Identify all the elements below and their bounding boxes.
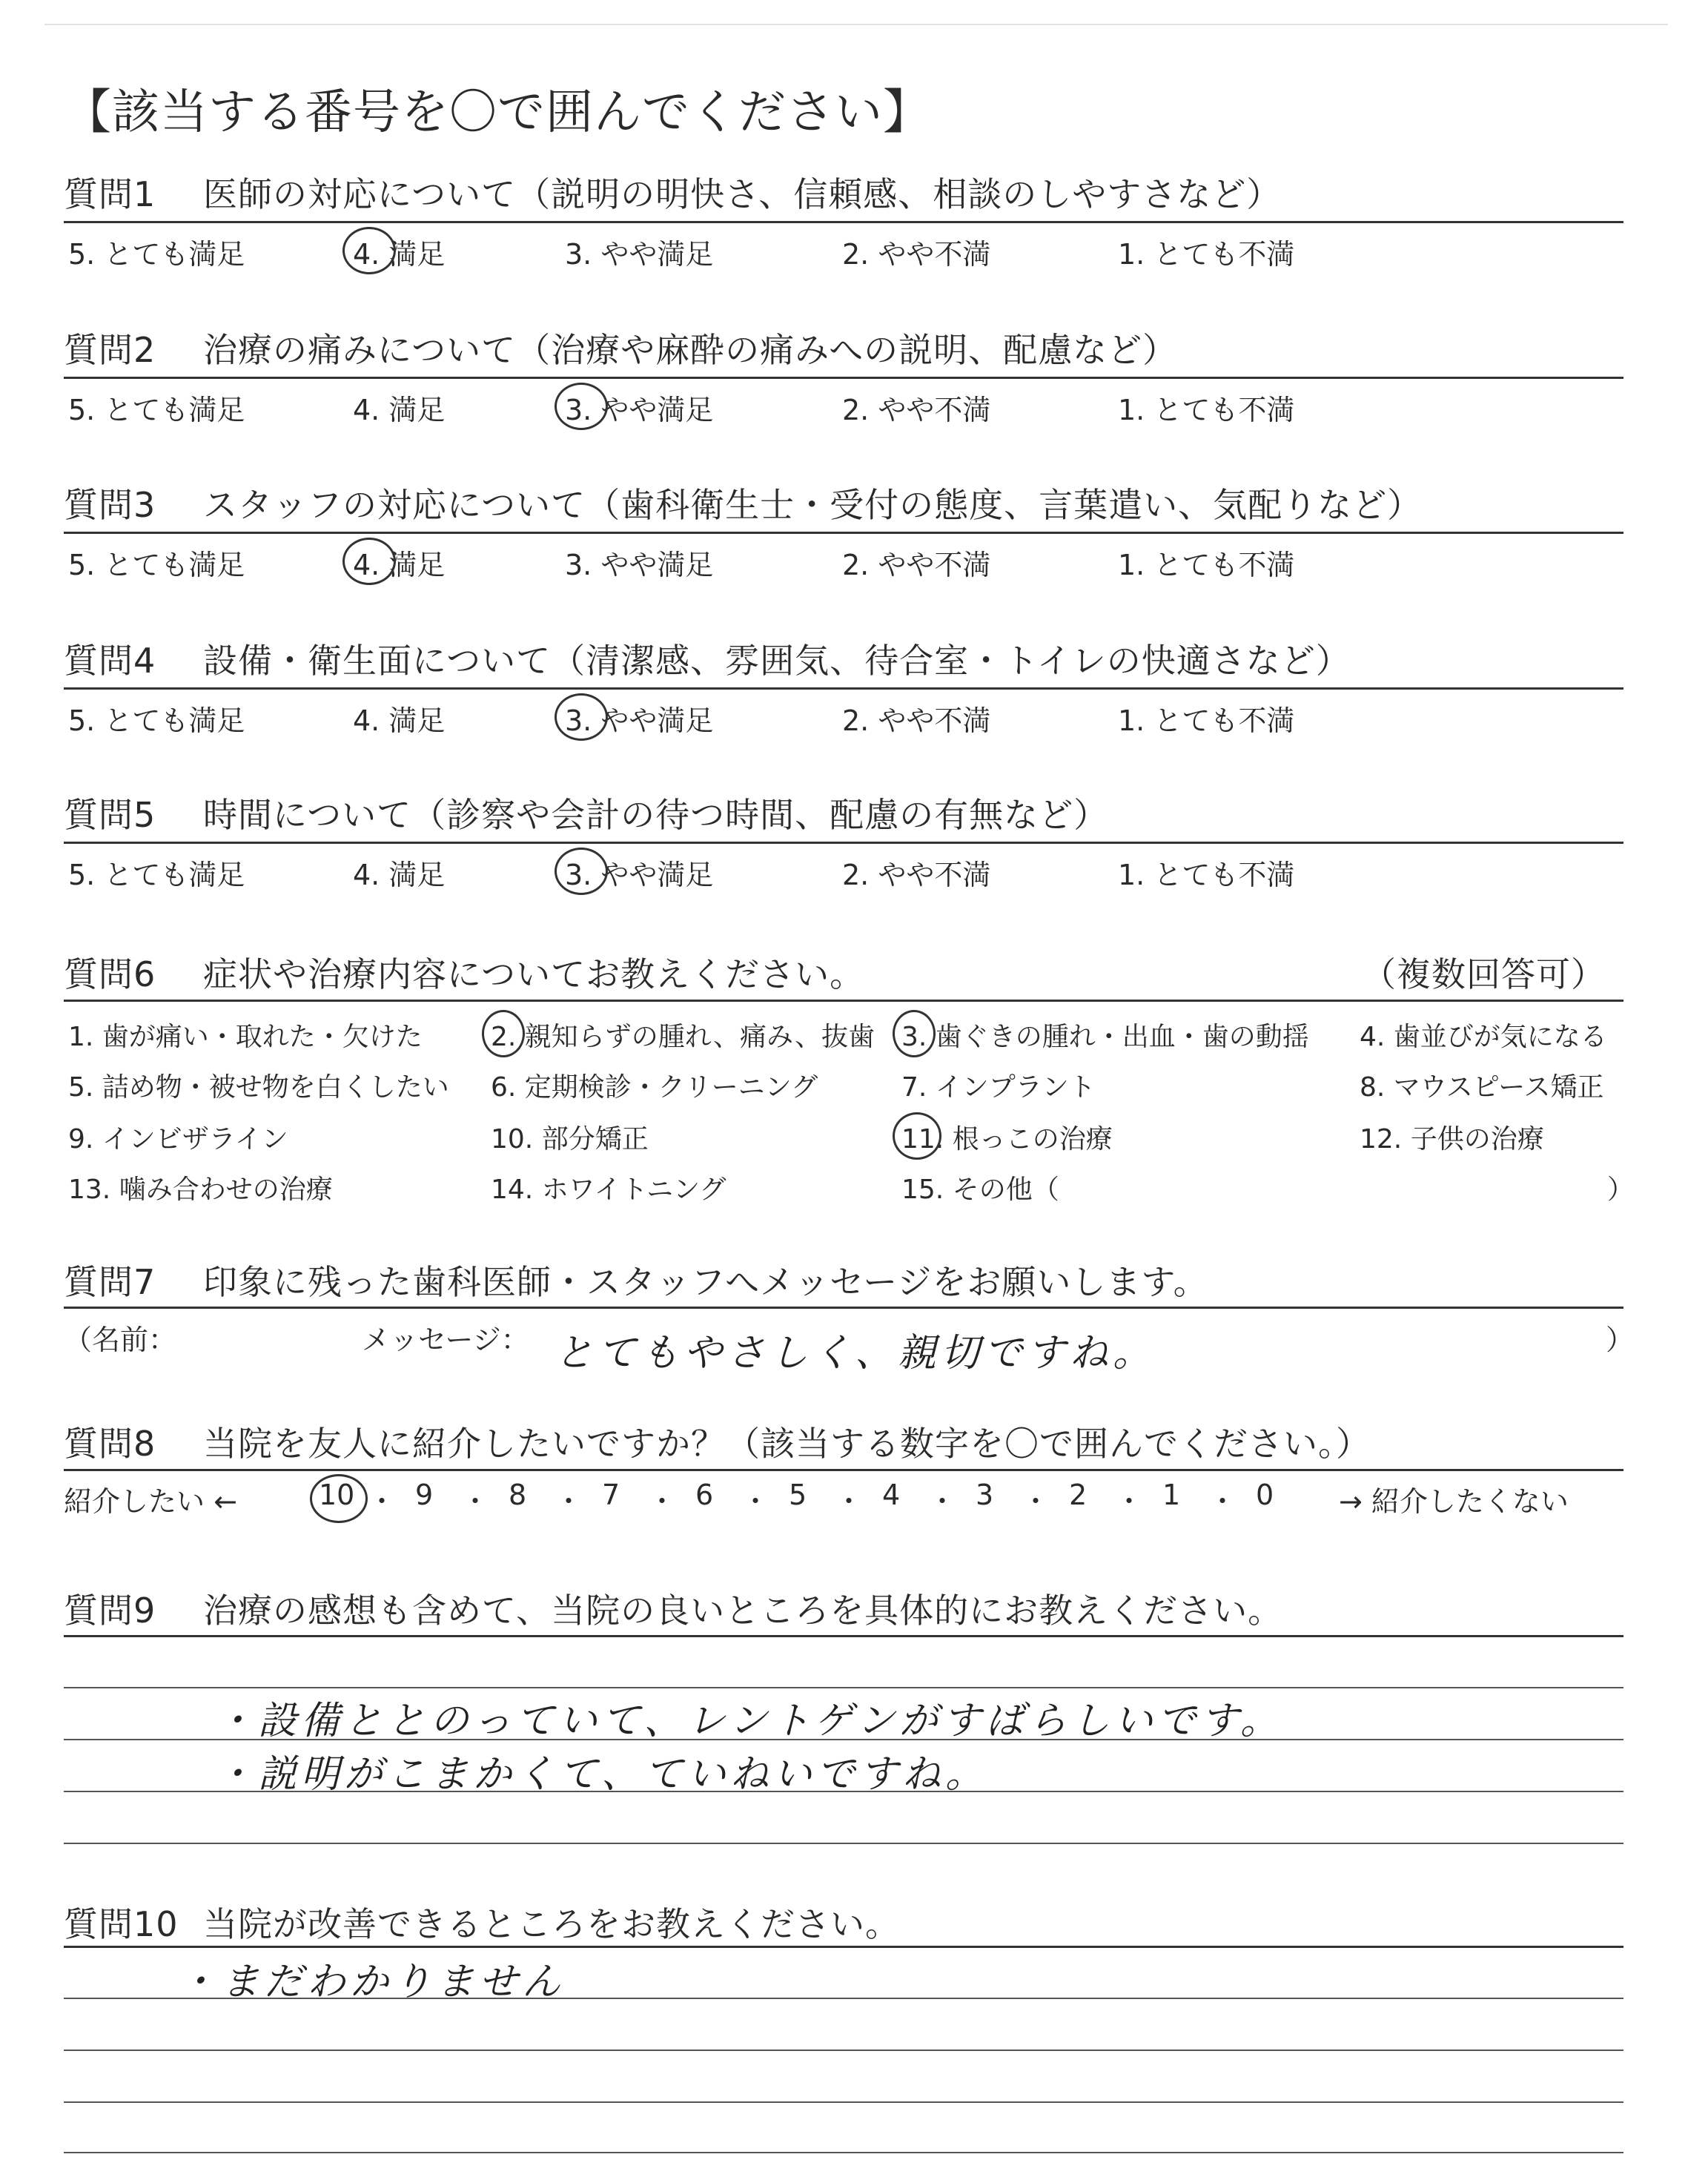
handwritten-message: とてもやさしく、親切ですね。 [555,1331,1156,1375]
symptom-option[interactable]: ） [1607,1175,1635,1205]
handwritten-answer: ・まだわかりません [178,1960,566,2004]
rating-option[interactable]: 4. 満足 [353,549,446,581]
rating-option[interactable]: 5. とても満足 [68,238,245,271]
name-field-label: （名前： [64,1324,177,1356]
question-label: 質問10 [64,1904,179,1944]
scale-separator: ・ [835,1485,864,1518]
question-text: 印象に残った歯科医師・スタッフへメッセージをお願いします。 [203,1262,1208,1302]
rating-option[interactable]: 1. とても不満 [1118,704,1295,737]
question-9-rule [64,1635,1623,1637]
question-text: 当院を友人に紹介したいですか？（該当する数字を〇で囲んでください。） [203,1424,1371,1464]
symptom-option[interactable]: 14. ホワイトニング [491,1175,726,1205]
question-text: 治療の痛みについて（治療や麻酔の痛みへの説明、配慮など） [203,330,1178,370]
question-text: 時間について（診察や会計の待つ時間、配慮の有無など） [203,795,1109,835]
question-label: 質問5 [64,795,156,835]
scale-number[interactable]: 5 [789,1479,807,1511]
symptom-option[interactable]: 3. 歯ぐきの腫れ・出血・歯の動揺 [901,1022,1309,1052]
scale-separator: ・ [368,1485,397,1518]
rating-option[interactable]: 3. やや満足 [565,394,714,426]
recommend-left-label: 紹介したい ← [64,1485,237,1518]
rating-option[interactable]: 4. 満足 [353,238,446,271]
question-1-rule [64,221,1623,223]
question-label: 質問2 [64,330,156,370]
question-label: 質問6 [64,954,156,994]
question-6-header [64,948,1606,997]
symptom-option[interactable]: 10. 部分矯正 [491,1124,649,1155]
scale-number[interactable]: 0 [1256,1479,1274,1511]
rating-option[interactable]: 1. とても不満 [1118,859,1295,891]
symptom-option[interactable]: 12. 子供の治療 [1360,1124,1544,1155]
question-4-header [64,634,1351,683]
rating-option[interactable]: 3. やや満足 [565,859,714,891]
rating-option[interactable]: 5. とても満足 [68,394,245,426]
question-text: 設備・衛生面について（清潔感、雰囲気、待合室・トイレの快適さなど） [203,641,1351,681]
symptom-option[interactable]: 1. 歯が痛い・取れた・欠けた [68,1022,423,1052]
question-label: 質問4 [64,641,156,681]
question-3-rule [64,532,1623,534]
scale-number[interactable]: 7 [602,1479,620,1511]
question-5-rule [64,842,1623,844]
question-label: 質問1 [64,174,156,214]
answer-line [64,2101,1623,2103]
selected-circle-mark [482,1010,525,1057]
question-text: スタッフの対応について（歯科衛生士・受付の態度、言葉遣い、気配りなど） [203,485,1423,525]
scale-separator: ・ [461,1485,490,1518]
rating-option[interactable]: 3. やや満足 [565,238,714,271]
scale-separator: ・ [648,1485,677,1518]
question-9-header [64,1584,1282,1633]
answer-line [64,2050,1623,2051]
scale-number[interactable]: 10 [319,1479,355,1511]
selected-circle-mark [555,693,608,741]
rating-option[interactable]: 2. やや不満 [842,549,991,581]
scale-separator: ・ [1022,1485,1050,1518]
scale-number[interactable]: 1 [1162,1479,1181,1511]
question-text: 医師の対応について（説明の明快さ、信頼感、相談のしやすさなど） [203,174,1282,214]
question-6-rule [64,1000,1623,1002]
selected-circle-mark [555,848,608,895]
question-2-header [64,323,1177,372]
rating-option[interactable]: 1. とても不満 [1118,238,1295,271]
rating-option[interactable]: 2. やや不満 [842,238,991,271]
rating-option[interactable]: 4. 満足 [353,859,446,891]
rating-option[interactable]: 2. やや不満 [842,859,991,891]
rating-option[interactable]: 3. やや満足 [565,549,714,581]
question-8-header [64,1417,1371,1466]
scale-separator: ・ [741,1485,770,1518]
symptom-option[interactable]: 15. その他（ [901,1175,1059,1205]
scale-separator: ・ [928,1485,957,1518]
answer-line [64,2152,1623,2153]
question-7-header [64,1255,1208,1304]
question-8-rule [64,1469,1623,1471]
symptom-option[interactable]: 5. 詰め物・被せ物を白くしたい [68,1072,449,1103]
scale-number[interactable]: 3 [976,1479,994,1511]
scale-number[interactable]: 4 [882,1479,901,1511]
question-text: 症状や治療内容についてお教えください。 [203,954,865,994]
question-text: 治療の感想も含めて、当院の良いところを具体的にお教えください。 [203,1591,1283,1631]
message-field-label: メッセージ： [362,1324,529,1356]
selected-circle-mark [555,383,608,430]
recommend-right-label: → 紹介したくない [1339,1485,1569,1518]
symptom-option[interactable]: 11. 根っこの治療 [901,1124,1113,1155]
question-3-header [64,478,1422,527]
symptom-option[interactable]: 8. マウスピース矯正 [1360,1072,1604,1103]
question-label: 質問3 [64,485,156,525]
top-border [44,24,1668,25]
rating-option[interactable]: 5. とても満足 [68,549,245,581]
scale-number[interactable]: 2 [1069,1479,1088,1511]
question-7-rule [64,1307,1623,1309]
answer-line [64,1843,1623,1844]
scale-separator: ・ [1208,1485,1237,1518]
rating-option[interactable]: 4. 満足 [353,704,446,737]
symptom-option[interactable]: 6. 定期検診・クリーニング [491,1072,818,1103]
symptom-option[interactable]: 2. 親知らずの腫れ、痛み、抜歯 [491,1022,875,1052]
selected-circle-mark [893,1010,936,1057]
question-label: 質問9 [64,1591,156,1631]
question-label: 質問8 [64,1424,156,1464]
question-text: 当院が改善できるところをお教えください。 [203,1904,900,1944]
symptom-option[interactable]: 4. 歯並びが気になる [1360,1022,1607,1052]
rating-option[interactable]: 2. やや不満 [842,704,991,737]
scale-number[interactable]: 6 [695,1479,714,1511]
selected-circle-mark [342,227,396,274]
selected-circle-mark [893,1112,941,1160]
symptom-option[interactable]: 7. インプラント [901,1072,1096,1103]
multiple-answer-note: （複数回答可） [1362,954,1606,994]
rating-option[interactable]: 2. やや不満 [842,394,991,426]
scale-number[interactable]: 9 [415,1479,434,1511]
handwritten-answer: ・設備ととのっていて、レントゲンがすばらしいです。 [215,1699,1283,1743]
scale-separator: ・ [1115,1485,1144,1518]
question-10-header [64,1898,900,1946]
rating-option[interactable]: 5. とても満足 [68,859,245,891]
rating-option[interactable]: 4. 満足 [353,394,446,426]
symptom-option[interactable]: 9. インビザライン [68,1124,288,1155]
selected-circle-mark [310,1474,368,1523]
question-2-rule [64,377,1623,379]
rating-option[interactable]: 1. とても不満 [1118,394,1295,426]
selected-circle-mark [342,538,396,585]
message-close-paren: ） [1606,1324,1635,1356]
symptom-option[interactable]: 13. 噛み合わせの治療 [68,1175,333,1205]
question-5-header [64,788,1108,837]
question-1-header [64,168,1281,217]
answer-line [64,1687,1623,1688]
rating-option[interactable]: 3. やや満足 [565,704,714,737]
question-10-rule [64,1946,1623,1948]
rating-option[interactable]: 5. とても満足 [68,704,245,737]
rating-option[interactable]: 1. とても不満 [1118,549,1295,581]
question-4-rule [64,687,1623,690]
page-title: 【該当する番号を〇で囲んでください】 [64,85,931,140]
question-label: 質問7 [64,1262,156,1302]
handwritten-answer: ・説明がこまかくて、ていねいですね。 [215,1752,988,1797]
scale-number[interactable]: 8 [509,1479,527,1511]
scale-separator: ・ [555,1485,583,1518]
